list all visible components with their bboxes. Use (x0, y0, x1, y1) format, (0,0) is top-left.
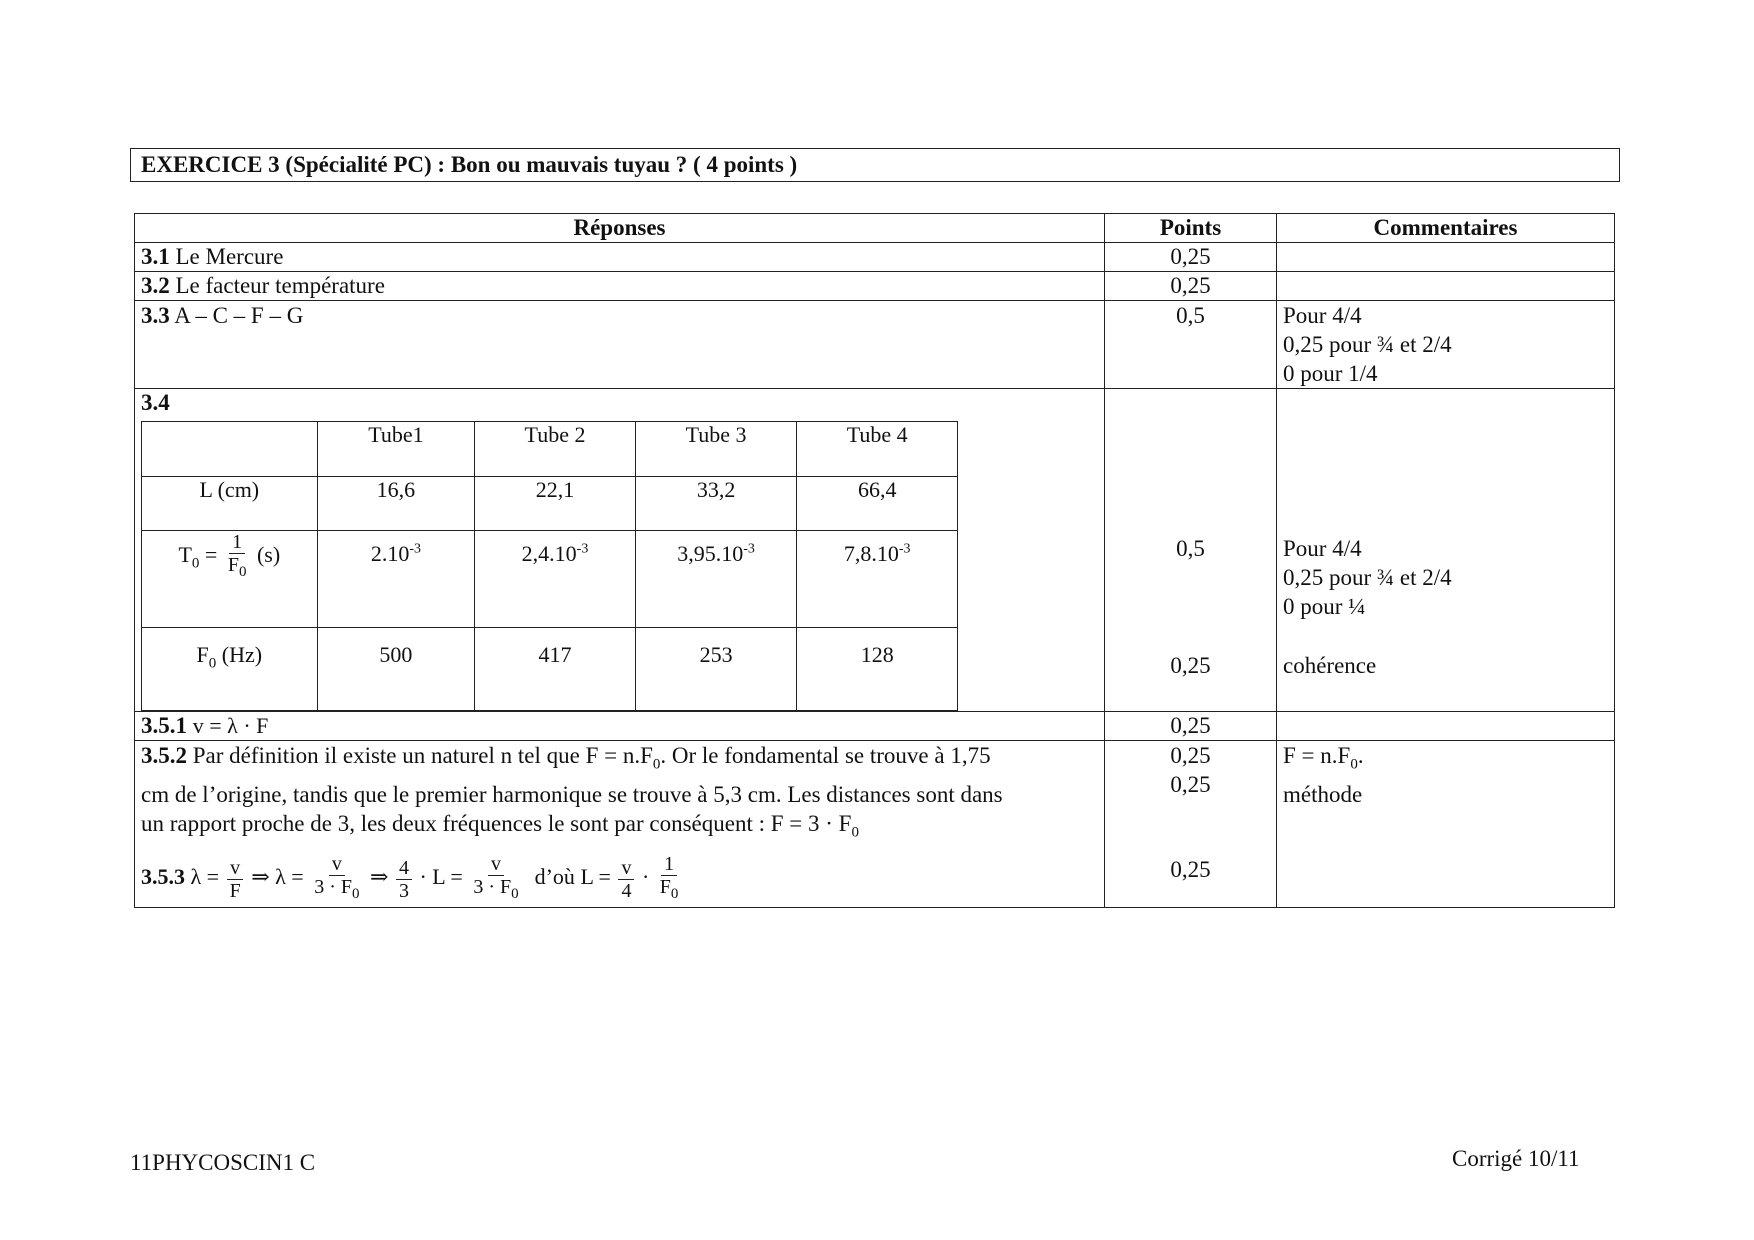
length-value: 22,1 (475, 477, 636, 531)
tube-header: Tube1 (317, 422, 475, 477)
comment-cell (1277, 741, 1615, 908)
answer-3-5-3: 3.5.3 λ = $\frac{v}{F}$ ⇒ λ = $\frac{v}{3 \cdot F_0}$ ⇒ $\frac{4}{3}$ · L = $\frac{v}{3 \cdot F_0}$ d’où L = $\frac{v}{4}$ · $\frac{1}{F_0}$ (141, 853, 1098, 905)
comment-line: méthode (1283, 781, 1363, 807)
row-3-3 (135, 301, 1615, 389)
grading-table (134, 213, 1615, 908)
row-3-4 (135, 389, 1615, 712)
frequency-value: 500 (317, 628, 475, 711)
document-code: 11PHYCOSCIN1 C (130, 1150, 316, 1175)
points-cell: 0,25 (1105, 243, 1277, 272)
fraction: $\frac{v}{3 \cdot F_0}$ (473, 853, 519, 903)
question-number: 3.1 (141, 244, 170, 269)
points-cell (1105, 741, 1277, 908)
frequency-row (142, 628, 958, 711)
points-cell: 0,25 (1105, 272, 1277, 301)
period-value: $7,8.10^{-3}$ (797, 531, 958, 628)
period-row (142, 531, 958, 628)
length-value: 33,2 (635, 477, 797, 531)
answer-3-5-2: 3.5.2 Par définition il existe un naturel n tel que $F = n.F_0$. Or le fondamental se trouve à 1,75 cm de l’origine, tandis que le premier harmonique se trouve à 5,3 cm. Les distances sont dans un rapport proche de 3, les deux fréquences le sont par conséquent : $F = 3 \cdot F_0$ (141, 743, 1003, 841)
points-cell: 0,5 (1105, 301, 1277, 389)
points-line: 0,25 (1170, 743, 1211, 768)
comment-line: 0,25 pour ¾ et 2/4 (1283, 332, 1452, 357)
points-period: 0,5 (1176, 536, 1205, 561)
row-label: $T_0$ = $\frac{1}{F_0}$ (s) (142, 531, 318, 628)
period-value: $3,95.10^{-3}$ (635, 531, 797, 628)
fraction: $\frac{4}{3}$ (396, 857, 412, 902)
tube-header-row (142, 422, 958, 477)
empty-cell (142, 422, 318, 477)
row-3-5-1 (135, 712, 1615, 741)
answer-text: Le Mercure (175, 244, 284, 269)
comment-line: cohérence (1283, 653, 1377, 678)
fraction: $\frac{v}{3 \cdot F_0}$ (314, 853, 360, 903)
comment-line: 0 pour 1/4 (1283, 361, 1378, 386)
frequency-value: 417 (475, 628, 636, 711)
length-value: 66,4 (797, 477, 958, 531)
fraction: $\frac{v}{F}$ (227, 857, 244, 902)
comment-line: 0,25 pour ¾ et 2/4 (1283, 565, 1452, 590)
tube-header: Tube 3 (635, 422, 797, 477)
comment-cell (1277, 712, 1615, 741)
length-row (142, 477, 958, 531)
question-number: 3.3 (141, 303, 170, 328)
tube-table (141, 421, 958, 711)
comment-line: 0 pour ¼ (1283, 594, 1366, 619)
length-value: 16,6 (317, 477, 475, 531)
row-label: $F_0$ (Hz) (142, 628, 318, 711)
exercise-title: EXERCICE 3 (Spécialité PC) : Bon ou mauvais tuyau ? ( 4 points ) (130, 148, 1620, 182)
comment-cell (1277, 243, 1615, 272)
comment-line: Pour 4/4 (1283, 536, 1362, 561)
row-label: L (cm) (142, 477, 318, 531)
period-value: $2.10^{-3}$ (317, 531, 475, 628)
points-3-5-3: 0,25 (1170, 857, 1211, 882)
comment-cell (1277, 389, 1615, 712)
answer-formula: v = λ · F (192, 713, 269, 738)
comment-line: $F = n.F_0$. (1283, 743, 1364, 773)
question-number: 3.5.1 (141, 713, 187, 738)
row-3-1 (135, 243, 1615, 272)
points-cell (1105, 389, 1277, 712)
comment-cell (1277, 272, 1615, 301)
answer-text: Le facteur température (175, 273, 385, 298)
frequency-value: 128 (797, 628, 958, 711)
period-value: $2,4.10^{-3}$ (475, 531, 636, 628)
row-3-2 (135, 272, 1615, 301)
header-points: Points (1105, 214, 1277, 243)
tube-header: Tube 4 (797, 422, 958, 477)
comment-cell (1277, 301, 1615, 389)
frequency-value: 253 (635, 628, 797, 711)
row-3-5-2-3 (135, 741, 1615, 908)
question-number: 3.2 (141, 273, 170, 298)
header-row (135, 214, 1615, 243)
page-number: Corrigé 10/11 (1452, 1146, 1580, 1171)
points-line: 0,25 (1170, 772, 1211, 797)
points-frequency: 0,25 (1170, 653, 1211, 678)
answer-text: A – C – F – G (174, 303, 304, 328)
points-cell: 0,25 (1105, 712, 1277, 741)
period-symbol: $T_0$ (178, 542, 200, 572)
fraction: $\frac{v}{4}$ (618, 857, 634, 902)
fraction: $\frac{1}{F_0}$ (227, 531, 247, 580)
question-number: 3.4 (141, 390, 170, 415)
question-number: 3.5.2 (141, 743, 187, 768)
question-number: 3.5.3 (141, 864, 185, 890)
fraction: $\frac{1}{F_0}$ (659, 853, 679, 903)
tube-header: Tube 2 (475, 422, 636, 477)
header-reponses: Réponses (135, 214, 1105, 243)
header-commentaires: Commentaires (1277, 214, 1615, 243)
comment-line: Pour 4/4 (1283, 303, 1362, 328)
